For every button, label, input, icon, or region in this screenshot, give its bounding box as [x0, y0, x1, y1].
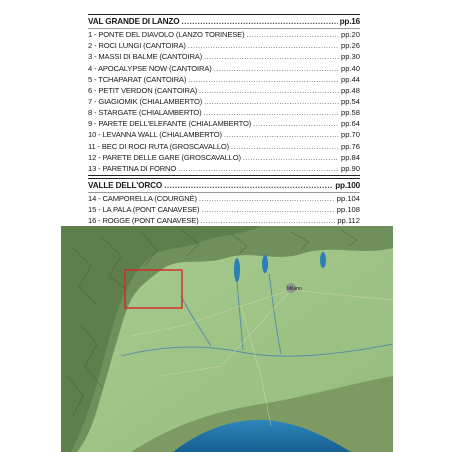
- entry-page: pp.64: [340, 119, 360, 129]
- entry-page: pp.112: [337, 216, 360, 226]
- toc-entry[interactable]: [88, 152, 360, 163]
- entry-title: 4 - APOCALYPSE NOW (CANTOIRA): [88, 63, 212, 73]
- toc-entry[interactable]: [88, 74, 360, 85]
- dot-leader: [181, 16, 337, 27]
- toc-entry[interactable]: [88, 96, 360, 107]
- lake-iseo: [320, 252, 326, 268]
- dot-leader: [246, 29, 339, 40]
- toc-entry[interactable]: [88, 215, 360, 226]
- toc-entry[interactable]: [88, 163, 360, 174]
- toc-section-val-grande: [88, 14, 360, 176]
- entry-page: pp.58: [340, 108, 360, 118]
- entry-title: 9 - PARETE DELL'ELEFANTE (CHIALAMBERTO): [88, 119, 252, 129]
- entry-page: pp.54: [340, 96, 360, 106]
- entry-title: 5 - TCHAPARAT (CANTOIRA): [88, 74, 187, 84]
- entry-page: pp.26: [340, 41, 360, 51]
- toc-entry[interactable]: [88, 85, 360, 96]
- entry-page: pp.30: [340, 52, 360, 62]
- toc-section-heading[interactable]: [88, 180, 360, 191]
- toc-entry[interactable]: [88, 141, 360, 152]
- table-of-contents: [88, 14, 360, 229]
- entry-title: 10 - LEVANNA WALL (CHIALAMBERTO): [88, 130, 222, 140]
- entry-page: pp.70: [340, 130, 360, 140]
- entry-title: 6 - PETIT VERDON (CANTOIRA): [88, 85, 198, 95]
- lake-como: [262, 255, 268, 273]
- toc-section-heading[interactable]: [88, 16, 360, 27]
- entry-title: 1 - PONTE DEL DIAVOLO (LANZO TORINESE): [88, 30, 245, 40]
- toc-entry[interactable]: [88, 204, 360, 215]
- section-title: VALLE DELL'ORCO: [88, 180, 163, 190]
- section-title: VAL GRANDE DI LANZO: [88, 17, 180, 26]
- dot-leader: [164, 180, 333, 191]
- dot-leader: [224, 129, 339, 140]
- dot-leader: [204, 96, 339, 107]
- lake-maggiore: [234, 258, 240, 282]
- toc-entry[interactable]: [88, 63, 360, 74]
- entry-page: pp.104: [336, 194, 360, 204]
- entry-page: pp.76: [340, 141, 360, 151]
- toc-entry[interactable]: [88, 118, 360, 129]
- entry-title: 16 - ROGGE (PONT CANAVESE): [88, 216, 199, 226]
- dot-leader: [231, 141, 339, 152]
- toc-entry[interactable]: [88, 129, 360, 140]
- toc-entry[interactable]: [88, 40, 360, 51]
- entry-title: 8 - STARGATE (CHIALAMBERTO): [88, 108, 202, 118]
- section-page: pp.16: [339, 17, 360, 26]
- dot-leader: [199, 193, 335, 204]
- entry-page: pp.108: [336, 205, 360, 215]
- city-label-milano: Milano: [287, 286, 302, 292]
- section-page: pp.100: [335, 180, 360, 190]
- dot-leader: [214, 63, 339, 74]
- entry-title: 11 - BEC DI ROCI RUTA (GROSCAVALLO): [88, 141, 230, 151]
- dot-leader: [199, 85, 339, 96]
- entry-title: 15 - LA PALA (PONT CANAVESE): [88, 205, 200, 215]
- entry-page: pp.40: [340, 63, 360, 73]
- entry-page: pp.90: [340, 163, 360, 173]
- dot-leader: [204, 51, 339, 62]
- relief-map-graphic: [61, 226, 393, 452]
- entry-page: pp.44: [340, 74, 360, 84]
- dot-leader: [243, 152, 339, 163]
- dot-leader: [201, 215, 336, 226]
- entry-title: 7 - GIAGIOMIK (CHIALAMBERTO): [88, 96, 203, 106]
- toc-entry[interactable]: [88, 107, 360, 118]
- toc-entry[interactable]: [88, 29, 360, 40]
- toc-entry[interactable]: [88, 51, 360, 62]
- dot-leader: [178, 163, 339, 174]
- entry-page: pp.20: [340, 30, 360, 40]
- entry-title: 3 - MASSI DI BALME (CANTOIRA): [88, 52, 203, 62]
- dot-leader: [201, 204, 334, 215]
- entry-title: 12 - PARETE DELLE GARE (GROSCAVALLO): [88, 152, 241, 162]
- entry-title: 2 - ROCI LUNGI (CANTOIRA): [88, 41, 186, 51]
- dot-leader: [253, 118, 339, 129]
- region-map: [61, 226, 393, 452]
- dot-leader: [204, 107, 339, 118]
- toc-entry[interactable]: [88, 193, 360, 204]
- entry-page: pp.84: [340, 152, 360, 162]
- entry-title: 14 - CAMPORELLA (COURGNÈ): [88, 194, 197, 204]
- entry-title: 13 - PARETINA DI FORNO: [88, 163, 177, 173]
- dot-leader: [188, 40, 339, 51]
- toc-section-valle-orco: [88, 178, 360, 229]
- entry-page: pp.48: [340, 85, 360, 95]
- dot-leader: [188, 74, 339, 85]
